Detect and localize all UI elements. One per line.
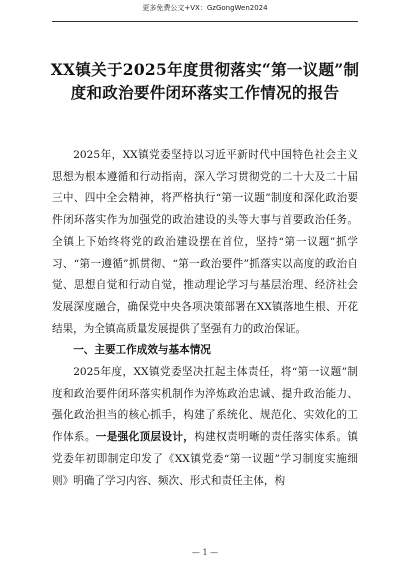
document-body: [52, 145, 358, 492]
header-text: 更多免费公文+VX：GzGongWen2024: [142, 4, 268, 12]
document-title: XX镇关于2025年度贯彻落实“第一议题”制度和政治要件闭环落实工作情况的报告: [50, 60, 360, 102]
page-number: — 1 —: [191, 548, 219, 557]
header-banner: [0, 0, 410, 16]
section-paragraph-lead: 2025年度，XX镇党委坚决扛起主体责任，将“第一议题”制度和政治要件闭环落实机制作为淬炼政治忠诚、提升政治能力、强化政治担当的核心抓手，构建了系统化、规范化、实效化的工作体系。: [52, 366, 358, 444]
section-paragraph-rest: 构建权责明晰的责任落实体系。镇党委年初即制定印发了《XX镇党委“第一议题”学习制度实施细则》明确了学习内容、频次、形式和责任主体，构: [52, 431, 359, 487]
bold-point-label: 一是强化顶层设计，: [95, 431, 195, 444]
intro-paragraph: 2025年，XX镇党委坚持以习近平新时代中国特色社会主义思想为根本遵循和行动指南，深入学习贯彻党的二十大及二十届三中、四中全会精神，将严格执行“第一议题”制度和深化政治要件闭环落实作为加强党的政治建设的头等大事与首要政治任务。全镇上下始终将党的政治建设摆在首位，坚持“第一议题”抓学习、“第一遵循”抓贯彻、“第一政治要件”抓落实以高度的政治自觉、思想自觉和行动自觉，推动理论学习与基层治理、经济社会发展深度融合，确保党中央各项决策部署在XX镇落地生根、开花结果，为全镇高质量发展提供了坚强有力的政治保证。: [52, 149, 358, 335]
header-divider: [52, 21, 358, 22]
section-heading: 一、主要工作成效与基本情况: [73, 344, 211, 357]
section-paragraph: [52, 362, 358, 492]
